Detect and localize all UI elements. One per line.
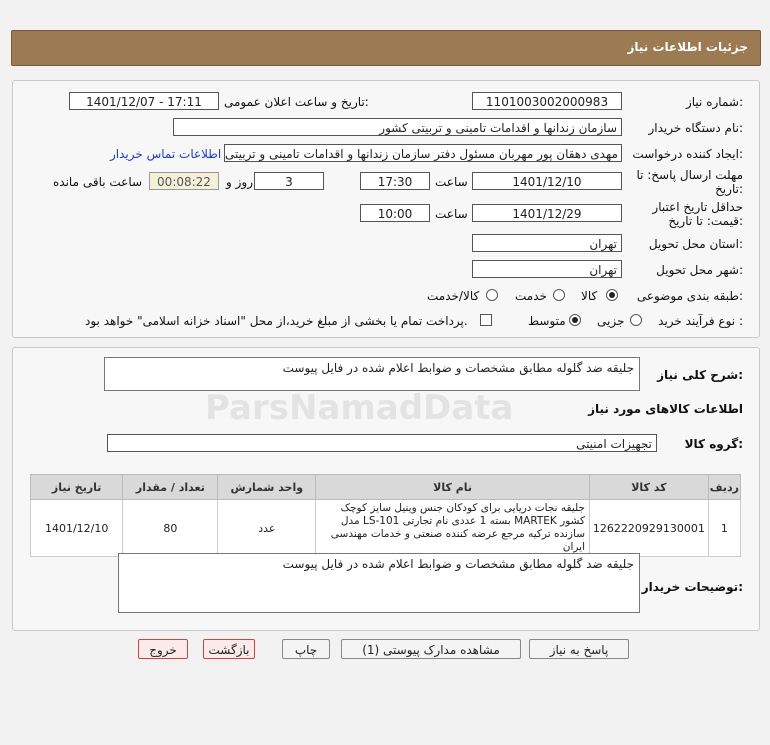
print-button[interactable]: چاپ [282, 639, 330, 659]
goods-group-field: تجهیزات امنیتی [107, 434, 657, 452]
cell-code: 1262220929130001 [590, 500, 709, 557]
attachments-button[interactable]: مشاهده مدارک پیوستی (1) [341, 639, 521, 659]
price-validity-label: حداقل تاریخ اعتبار قیمت: تا تاریخ: [652, 200, 743, 228]
category-label: طبقه بندی موضوعی: [636, 289, 743, 303]
city-field: تهران [472, 260, 622, 278]
goods-table-header [31, 475, 741, 500]
summary-field: جلیقه ضد گلوله مطابق مشخصات و ضوابط اعلام شده در فایل پیوست [104, 357, 640, 391]
category-both-label: کالا/خدمت [427, 289, 480, 303]
reply-button[interactable]: پاسخ به نیاز [529, 639, 629, 659]
city-label: شهر محل تحویل: [656, 263, 743, 277]
buyer-org-label: نام دستگاه خریدار: [648, 121, 743, 135]
announce-field: 1401/12/07 - 17:11 [69, 92, 219, 110]
table-row [31, 500, 741, 557]
page-title: جزئیات اطلاعات نیاز [627, 40, 748, 54]
days-label: روز و [226, 175, 253, 189]
col-qty: تعداد / مقدار [123, 475, 218, 500]
remaining-label: ساعت باقی مانده [53, 175, 143, 189]
remaining-time-field: 00:08:22 [149, 172, 219, 190]
col-unit: واحد شمارش [218, 475, 316, 500]
reply-deadline-label: مهلت ارسال پاسخ: تا تاریخ: [636, 168, 743, 196]
need-number-label: شماره نیاز: [685, 95, 743, 109]
category-goods-label: کالا [581, 289, 598, 303]
cell-name: جلیقه نجات دریایی برای کودکان جنس وینیل سایز کوچک مدل LS-101 بسته 1 عددی نام تجارتی MARTEK کشور سازنده ترکیه مرجع عرضه کننده صنعتی و خدمات مهندسی ایران [316, 500, 590, 557]
category-service-radio[interactable] [553, 289, 565, 301]
process-partial-radio[interactable] [630, 314, 642, 326]
summary-label: شرح کلی نیاز: [657, 368, 743, 382]
page-header [11, 30, 761, 66]
goods-info-title: اطلاعات کالاهای مورد نیاز [588, 402, 743, 416]
province-field: تهران [472, 234, 622, 252]
cell-row: 1 [708, 500, 740, 557]
buyer-contact-link[interactable]: اطلاعات تماس خریدار [110, 147, 222, 161]
cell-qty: 80 [123, 500, 218, 557]
creator-field: مهدی دهقان پور مهربان مسئول دفتر سازمان زندانها و اقدامات تامینی و تربیتی [224, 144, 622, 162]
back-button[interactable]: بازگشت [203, 639, 255, 659]
province-label: استان محل تحویل: [648, 237, 743, 251]
col-code: کد کالا [590, 475, 709, 500]
price-time-field: 10:00 [360, 204, 430, 222]
treasury-payment-checkbox[interactable] [480, 314, 492, 326]
cell-unit: عدد [218, 500, 316, 557]
price-time-label: ساعت [435, 207, 468, 221]
category-both-radio[interactable] [486, 289, 498, 301]
days-field: 3 [254, 172, 324, 190]
process-medium-radio[interactable] [569, 314, 581, 326]
price-date-field: 1401/12/29 [472, 204, 622, 222]
announce-label: تاریخ و ساعت اعلان عمومی: [224, 95, 369, 109]
treasury-payment-note: پرداخت تمام یا بخشی از مبلغ خرید،از محل "اسناد خزانه اسلامی" خواهد بود. [85, 314, 468, 328]
category-goods-radio[interactable] [606, 289, 618, 301]
exit-button[interactable]: خروج [138, 639, 188, 659]
reply-time-label: ساعت [435, 175, 468, 189]
process-partial-label: جزیی [597, 314, 625, 328]
goods-table [30, 474, 741, 557]
col-row: ردیف [708, 475, 740, 500]
buyer-org-field: سازمان زندانها و اقدامات تامینی و تربیتی کشور [173, 118, 622, 136]
col-date: تاریخ نیاز [31, 475, 123, 500]
reply-time-field: 17:30 [360, 172, 430, 190]
category-service-label: خدمت [515, 289, 547, 303]
buyer-notes-label: توضیحات خریدار: [641, 580, 743, 594]
process-medium-label: متوسط [528, 314, 566, 328]
creator-label: ایجاد کننده درخواست: [632, 147, 743, 161]
goods-group-label: گروه کالا: [684, 437, 743, 451]
process-label: نوع فرآیند خرید : [658, 314, 743, 328]
reply-date-field: 1401/12/10 [472, 172, 622, 190]
need-number-field: 1101003002000983 [472, 92, 622, 110]
buyer-notes-field: جلیقه ضد گلوله مطابق مشخصات و ضوابط اعلام شده در فایل پیوست [118, 553, 640, 613]
col-name: نام کالا [316, 475, 590, 500]
cell-date: 1401/12/10 [31, 500, 123, 557]
